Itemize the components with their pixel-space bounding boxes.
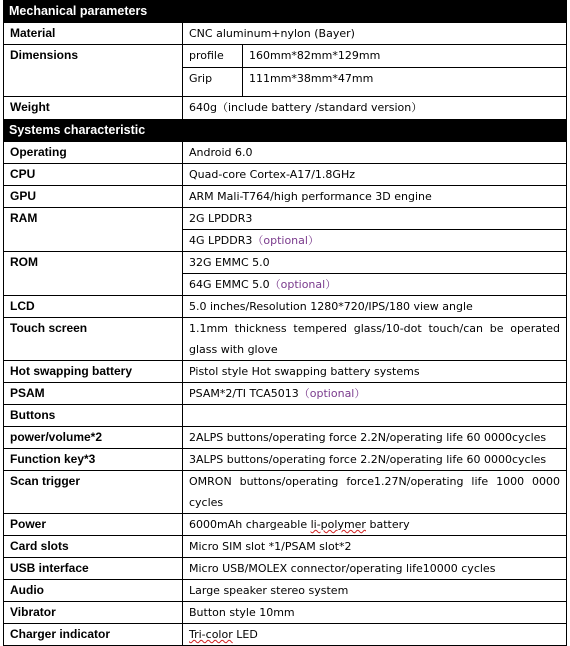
charger-label: Charger indicator xyxy=(4,624,183,646)
rom-value-2-text: 64G EMMC 5.0 xyxy=(189,278,270,291)
card-slots-value: Micro SIM slot *1/PSAM slot*2 xyxy=(183,536,567,558)
buttons-label: Buttons xyxy=(4,405,183,427)
profile-value: 160mm*82mm*129mm xyxy=(243,45,567,68)
psam-value xyxy=(183,383,567,405)
spec-row-card-slots xyxy=(4,536,567,558)
hot-swap-value: Pistol style Hot swapping battery systems xyxy=(183,361,567,383)
spec-row-lcd xyxy=(4,296,567,318)
power-volume-value: 2ALPS buttons/operating force 2.2N/operating life 60 0000cycles xyxy=(183,427,567,449)
spec-row-charger xyxy=(4,624,567,646)
cpu-label: CPU xyxy=(4,164,183,186)
charger-value xyxy=(183,624,567,646)
power-value-pre: 6000mAh chargeable xyxy=(189,518,311,531)
touch-label: Touch screen xyxy=(4,318,183,361)
spec-row-usb xyxy=(4,558,567,580)
vibrator-value: Button style 10mm xyxy=(183,602,567,624)
spec-row-dimensions xyxy=(4,45,567,68)
scan-trigger-value: OMRON buttons/operating force1.27N/operating life 1000 0000 cycles xyxy=(183,471,567,514)
spec-row-operating xyxy=(4,142,567,164)
spec-row-scan-trigger xyxy=(4,471,567,514)
ram-optional-note: （optional） xyxy=(252,234,319,247)
operating-value: Android 6.0 xyxy=(183,142,567,164)
spec-row-vibrator xyxy=(4,602,567,624)
audio-label: Audio xyxy=(4,580,183,602)
gpu-value: ARM Mali-T764/high performance 3D engine xyxy=(183,186,567,208)
rom-optional-note: （optional） xyxy=(269,278,337,291)
power-value-post: battery xyxy=(365,518,410,531)
power-value xyxy=(183,514,567,536)
charger-value-post: LED xyxy=(232,628,258,641)
spec-row-hot-swap xyxy=(4,361,567,383)
usb-value: Micro USB/MOLEX connector/operating life10000 cycles xyxy=(183,558,567,580)
spec-table xyxy=(3,0,567,646)
spec-row-power-volume xyxy=(4,427,567,449)
function-key-value: 3ALPS buttons/operating force 2.2N/operating life 60 0000cycles xyxy=(183,449,567,471)
spec-row-function-key xyxy=(4,449,567,471)
section-header-row xyxy=(4,120,567,142)
spec-row-rom xyxy=(4,252,567,274)
card-slots-label: Card slots xyxy=(4,536,183,558)
grip-label: Grip xyxy=(183,68,243,97)
spec-row-buttons xyxy=(4,405,567,427)
rom-value-1: 32G EMMC 5.0 xyxy=(183,252,567,274)
lcd-label: LCD xyxy=(4,296,183,318)
cpu-value: Quad-core Cortex-A17/1.8GHz xyxy=(183,164,567,186)
spec-row-weight xyxy=(4,97,567,120)
function-key-label: Function key*3 xyxy=(4,449,183,471)
hot-swap-label: Hot swapping battery xyxy=(4,361,183,383)
weight-label: Weight xyxy=(4,97,183,120)
ram-value-2-text: 4G LPDDR3 xyxy=(189,234,253,247)
spec-row-audio xyxy=(4,580,567,602)
gpu-label: GPU xyxy=(4,186,183,208)
spec-row-material xyxy=(4,23,567,45)
rom-value-2 xyxy=(183,274,567,296)
usb-label: USB interface xyxy=(4,558,183,580)
spec-row-psam xyxy=(4,383,567,405)
systems-header: Systems characteristic xyxy=(4,120,567,142)
material-label: Material xyxy=(4,23,183,45)
spec-row-gpu xyxy=(4,186,567,208)
audio-value: Large speaker stereo system xyxy=(183,580,567,602)
spec-row-touch xyxy=(4,318,567,361)
material-value: CNC aluminum+nylon (Bayer) xyxy=(183,23,567,45)
power-volume-label: power/volume*2 xyxy=(4,427,183,449)
ram-label: RAM xyxy=(4,208,183,252)
power-label: Power xyxy=(4,514,183,536)
mechanical-header: Mechanical parameters xyxy=(4,1,567,23)
psam-label: PSAM xyxy=(4,383,183,405)
operating-label: Operating xyxy=(4,142,183,164)
lcd-value: 5.0 inches/Resolution 1280*720/IPS/180 view angle xyxy=(183,296,567,318)
grip-value: 111mm*38mm*47mm xyxy=(243,68,567,97)
weight-value: 640g（include battery /standard version） xyxy=(183,97,567,120)
section-header-row xyxy=(4,1,567,23)
charger-value-color: Tri-color xyxy=(189,628,233,641)
ram-value-2 xyxy=(183,230,567,252)
buttons-value xyxy=(183,405,567,427)
profile-label: profile xyxy=(183,45,243,68)
psam-value-text: PSAM*2/TI TCA5013 xyxy=(189,387,299,400)
touch-value: 1.1mm thickness tempered glass/10-dot touch/can be operated glass with glove xyxy=(183,318,567,361)
spec-row-cpu xyxy=(4,164,567,186)
dimensions-label: Dimensions xyxy=(4,45,183,97)
psam-optional-note: （optional） xyxy=(298,387,366,400)
rom-label: ROM xyxy=(4,252,183,296)
spec-row-ram xyxy=(4,208,567,230)
ram-value-1: 2G LPDDR3 xyxy=(183,208,567,230)
vibrator-label: Vibrator xyxy=(4,602,183,624)
spec-row-power xyxy=(4,514,567,536)
scan-trigger-label: Scan trigger xyxy=(4,471,183,514)
power-value-chemistry: li-polymer xyxy=(310,518,366,531)
